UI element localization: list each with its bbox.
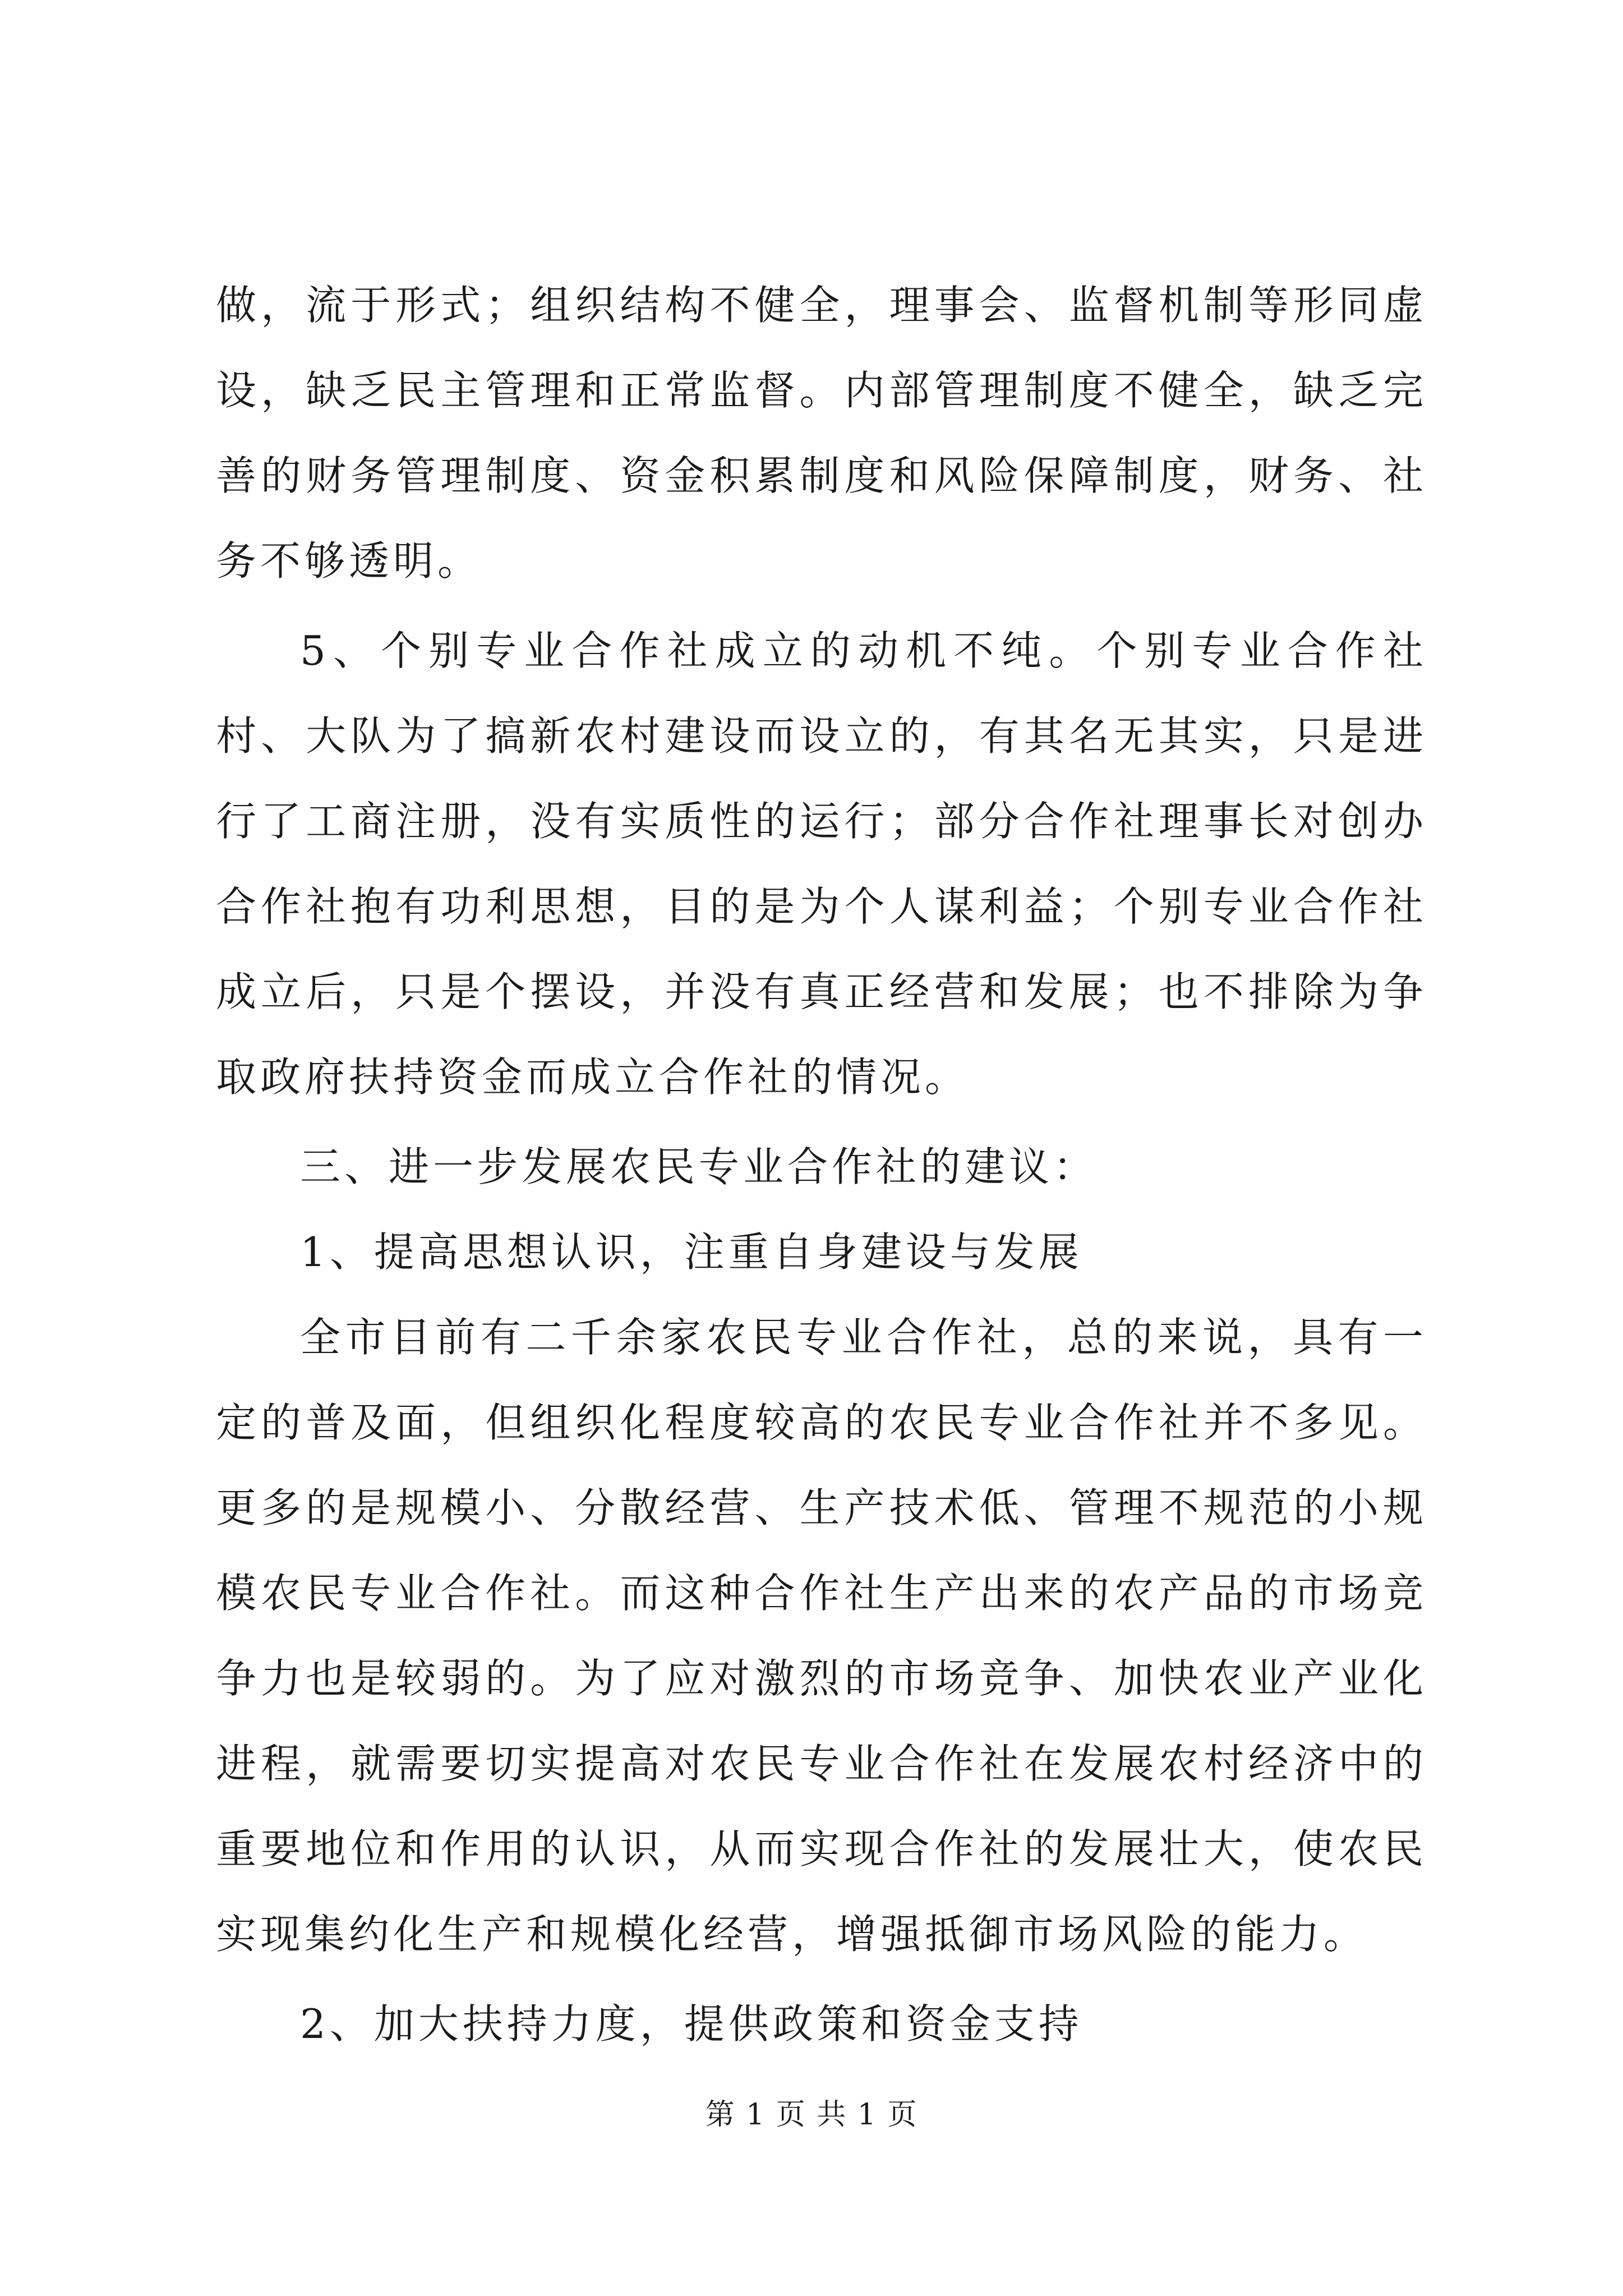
subheading-2-support: 2、加大扶持力度，提供政策和资金支持 — [300, 2000, 1083, 2047]
paragraph-point-5-motives: 5、个别专业合作社成立的动机不纯。个别专业合作社村、大队为了搞新农村建设而设立的，有其名无其实，只是进行了工商注册，没有实质性的运行；部分合作社理事长对创办合作社抱有功利思想，目的是为个人谋利益；个别专业合作社成立后，只是个摆设，并没有真正经营和发展；也不排除为争取政府扶持资金而成立合作社的情况。 — [216, 627, 1427, 1101]
paragraph-management-issues: 做，流于形式；组织结构不健全，理事会、监督机制等形同虚设，缺乏民主管理和正常监督。内部管理制度不健全，缺乏完善的财务管理制度、资金积累制度和风险保障制度，财务、社务不够透明。 — [216, 282, 1427, 585]
subheading-1-awareness: 1、提高思想认识，注重自身建设与发展 — [300, 1228, 1083, 1276]
page-footer: 第 1 页 共 1 页 — [705, 2098, 918, 2132]
document-body — [216, 263, 1427, 2067]
section-heading-suggestions: 三、进一步发展农民专业合作社的建议： — [300, 1143, 1098, 1190]
paragraph-city-overview: 全市目前有二千余家农民专业合作社，总的来说，具有一定的普及面，但组织化程度较高的农民专业合作社并不多见。更多的是规模小、分散经营、生产技术低、管理不规范的小规模农民专业合作社。而这种合作社生产出来的农产品的市场竞争力也是较弱的。为了应对激烈的市场竞争、加快农业产业化进程，就需要切实提高对农民专业合作社在发展农村经济中的重要地位和作用的认识，从而实现合作社的发展壮大，使农民实现集约化生产和规模化经营，增强抵御市场风险的能力。 — [216, 1314, 1427, 1958]
